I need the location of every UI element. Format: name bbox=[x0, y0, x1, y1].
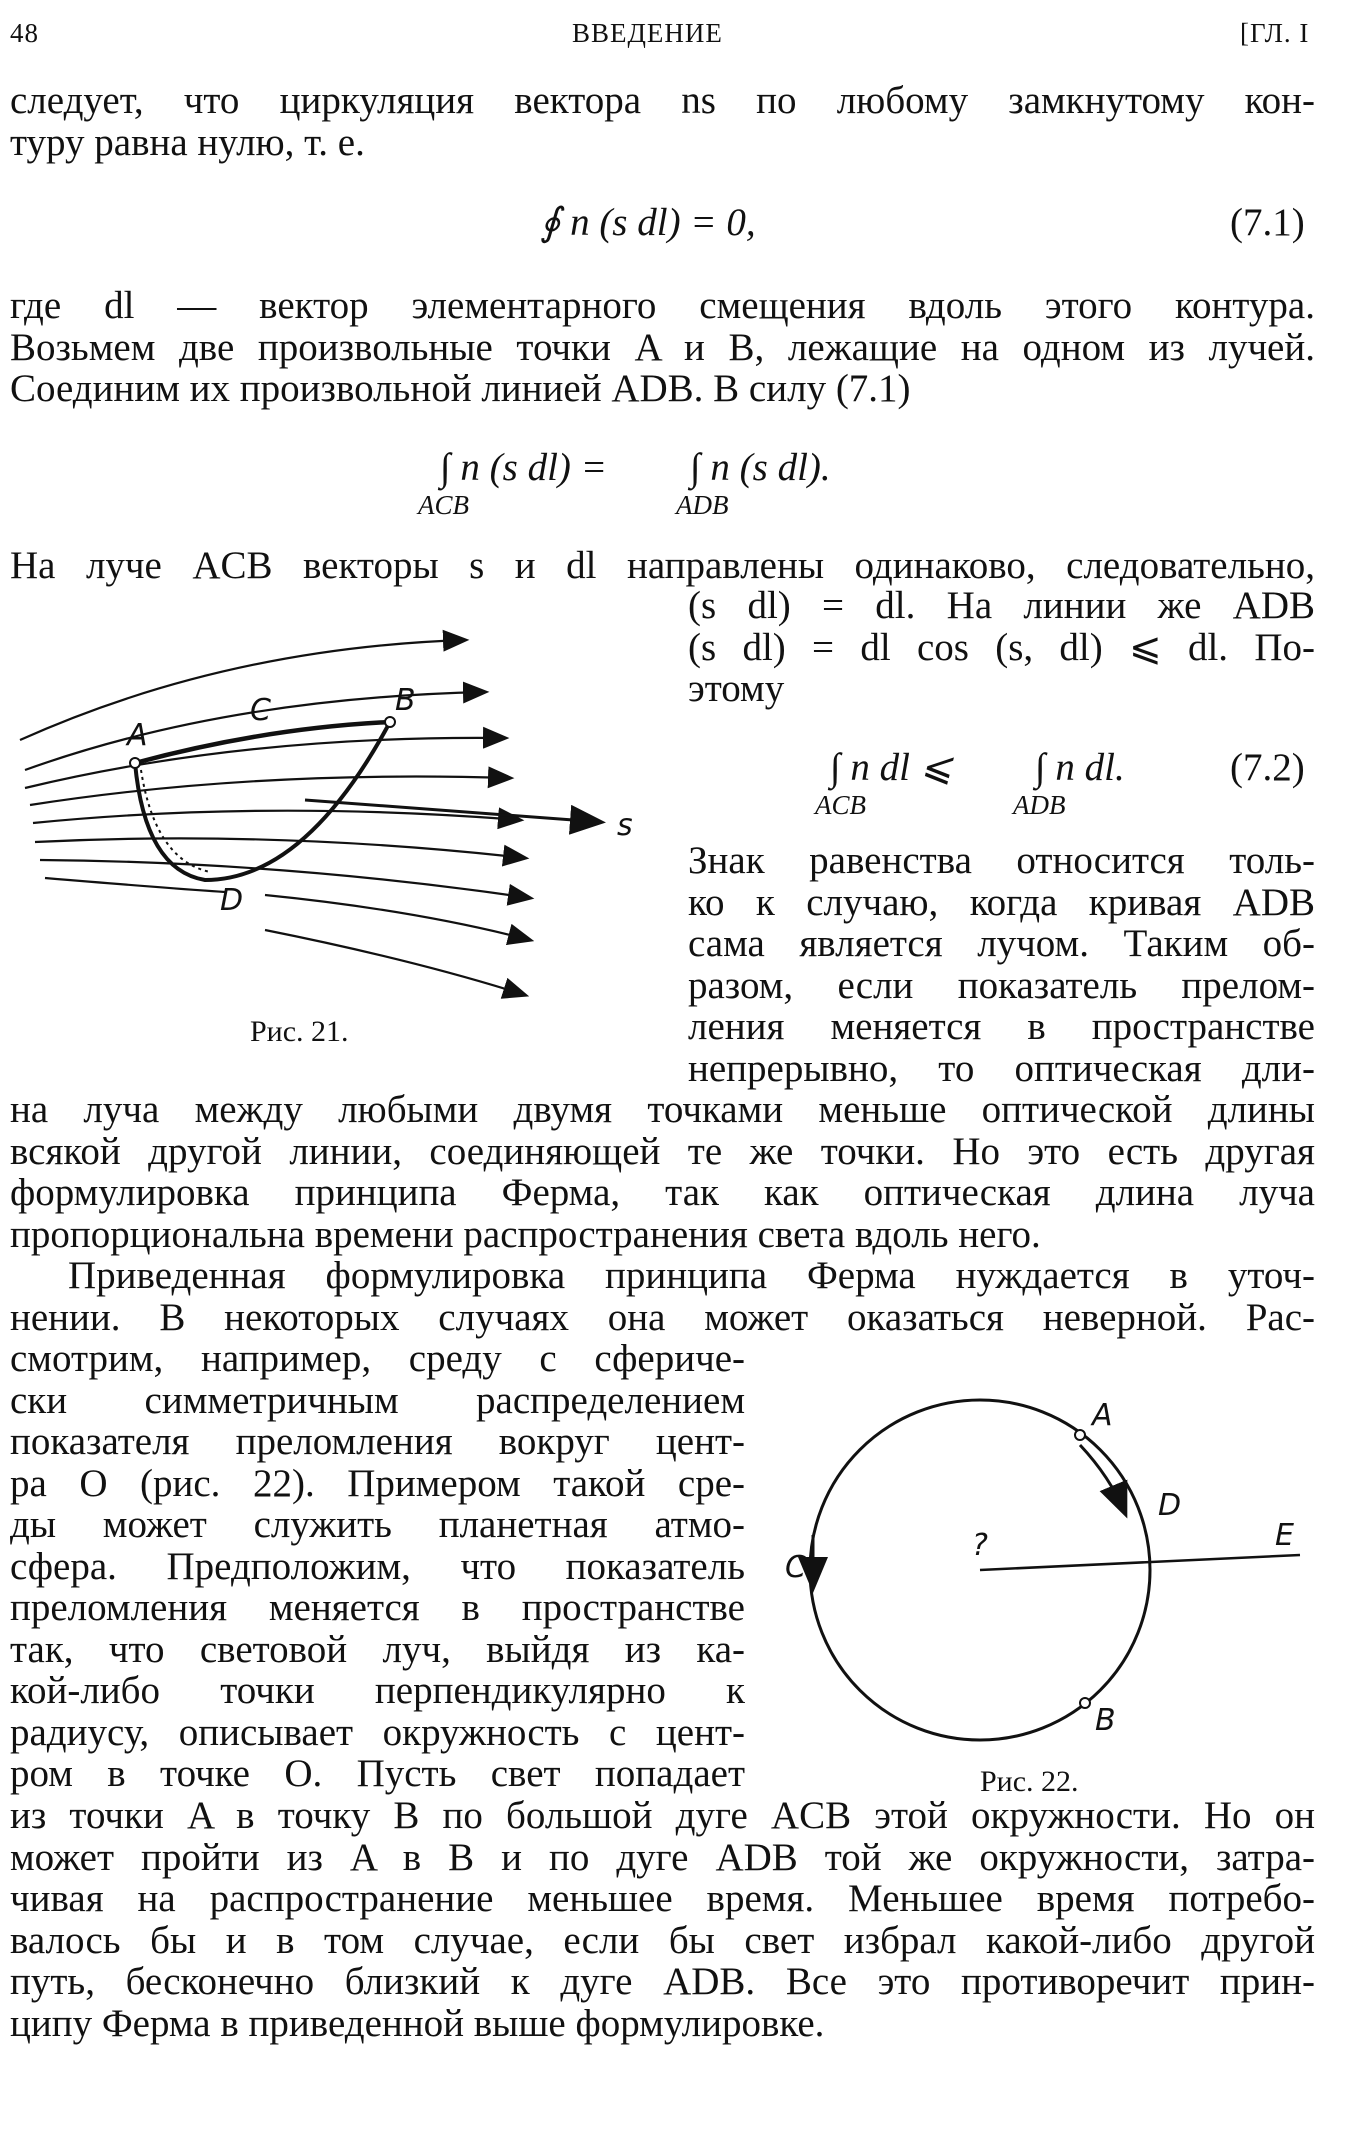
label-c: C bbox=[785, 1550, 806, 1585]
text-line: формулировка принципа Ферма, так как оптическая длина луча bbox=[10, 1171, 1315, 1214]
paragraph-3 bbox=[10, 545, 1315, 587]
text-line: Возьмем две произвольные точки A и B, лежащие на одном из лучей. bbox=[10, 325, 1315, 369]
text-line: так, что световой луч, выйдя из ка- bbox=[10, 1627, 745, 1671]
text-line: нении. В некоторых случаях она может оказаться неверной. Рас- bbox=[10, 1295, 1315, 1339]
integral-limit: ACB bbox=[418, 490, 469, 520]
text-line: кой-либо точки перпендикулярно к bbox=[10, 1669, 745, 1712]
text-line: этому bbox=[688, 667, 785, 710]
ray-line bbox=[33, 811, 520, 823]
paragraph-4-column bbox=[688, 840, 1315, 1089]
point-a bbox=[130, 758, 140, 768]
label-d: D bbox=[1158, 1488, 1182, 1523]
chapter-label: [ГЛ. I bbox=[1240, 18, 1310, 48]
text-line: ды может служить планетная атмо- bbox=[10, 1503, 745, 1546]
integral-left: ∫ n dl ⩽ bbox=[830, 746, 953, 789]
text-line: валось бы и в том случае, если бы свет избрал какой-либо другой bbox=[10, 1918, 1315, 1962]
text-line: следует, что циркуляция вектора ns по любому замкнутому кон- bbox=[10, 79, 1315, 122]
figure-21-ray-diagram bbox=[5, 610, 645, 1030]
integral-limit: ACB bbox=[815, 790, 866, 820]
running-title: ВВЕДЕНИЕ bbox=[572, 18, 723, 48]
text-line: ципу Ферма в приведенной выше формулировке. bbox=[10, 2001, 825, 2045]
text-line: на луча между любыми двумя точками меньше оптической длины bbox=[10, 1088, 1315, 1131]
ray-line bbox=[265, 895, 530, 940]
text-line: всякой другой линии, соединяющей те же точки. Но это есть другая bbox=[10, 1129, 1315, 1173]
page-number: 48 bbox=[10, 18, 39, 48]
text-line: (s dl) = dl. На линии же ADB bbox=[688, 584, 1315, 627]
paragraph-2 bbox=[10, 285, 1315, 410]
label-c: C bbox=[250, 693, 271, 728]
text-line: из точки A в точку B по большой дуге ACB этой окружности. Но он bbox=[10, 1794, 1315, 1837]
label-b: B bbox=[395, 683, 416, 718]
text-line: сама является лучом. Таким об- bbox=[688, 922, 1315, 965]
integral-limit: ADB bbox=[676, 490, 729, 520]
equation-number: (7.2) bbox=[1230, 746, 1305, 789]
text-line: разом, если показатель прелом- bbox=[688, 963, 1315, 1007]
text-line: может пройти из A в B и по дуге ADB той же окружности, затра- bbox=[10, 1835, 1315, 1879]
figure-22-circle-diagram bbox=[780, 1385, 1320, 1765]
text-line: туру равна нулю, т. е. bbox=[10, 120, 365, 164]
text-line: чивая на распространение меньшее время. Меньшее время потребо- bbox=[10, 1877, 1315, 1920]
text-line: ски симметричным распределением bbox=[10, 1378, 745, 1422]
figure-22-caption: Рис. 22. bbox=[980, 1765, 1079, 1798]
line-oe bbox=[980, 1555, 1300, 1570]
text-line: (s dl) = dl cos (s, dl) ⩽ dl. По- bbox=[688, 625, 1315, 669]
text-line: показателя преломления вокруг цент- bbox=[10, 1420, 745, 1463]
paragraph-4-full bbox=[10, 1089, 1315, 1255]
label-e: E bbox=[1275, 1518, 1294, 1553]
point-b bbox=[1080, 1698, 1090, 1708]
equation-number: (7.1) bbox=[1230, 201, 1305, 244]
text-line: На луче ACB векторы s и dl направлены одинаково, следовательно, bbox=[10, 544, 1315, 587]
text-line: ко к случаю, когда кривая ADB bbox=[688, 880, 1315, 924]
text-line: радиусу, описывает окружность с цент- bbox=[10, 1710, 745, 1754]
integral-right: ∫ n dl. bbox=[1035, 746, 1125, 789]
label-a: A bbox=[127, 718, 148, 753]
text-line: Соединим их произвольной линией ADB. В силу (7.1) bbox=[10, 367, 911, 410]
text-line: путь, бесконечно близкий к дуге ADB. Все это противоречит прин- bbox=[10, 1960, 1315, 2003]
point-a bbox=[1075, 1430, 1085, 1440]
text-line: непрерывно, то оптическая дли- bbox=[688, 1046, 1315, 1090]
integral-limit: ADB bbox=[1013, 790, 1066, 820]
text-line: ром в точке O. Пусть свет попадает bbox=[10, 1752, 745, 1795]
arrow-ad bbox=[1080, 1445, 1125, 1513]
equation-7-1: ∮ n (s dl) = 0, bbox=[540, 201, 756, 244]
text-line: Приведенная формулировка принципа Ферма нуждается в уточ- bbox=[68, 1254, 1315, 1297]
ray-line bbox=[265, 930, 525, 995]
paragraph-6 bbox=[10, 1795, 1315, 2044]
curve-adb bbox=[135, 722, 390, 880]
ray-line bbox=[40, 860, 530, 898]
text-line: смотрим, например, среду с сфериче- bbox=[10, 1337, 745, 1380]
text-line: ра O (рис. 22). Примером такой сре- bbox=[10, 1461, 745, 1505]
label-a: A bbox=[1092, 1398, 1113, 1433]
paragraph-5 bbox=[10, 1255, 1315, 1338]
label-d: D bbox=[220, 883, 244, 918]
figure-21-caption: Рис. 21. bbox=[250, 1015, 349, 1048]
label-b: B bbox=[1095, 1703, 1116, 1738]
label-s: s bbox=[617, 808, 633, 843]
point-b bbox=[385, 717, 395, 727]
integral-right: ∫ n (s dl). bbox=[690, 446, 831, 489]
text-line: ления меняется в пространстве bbox=[688, 1005, 1315, 1048]
label-o: ? bbox=[972, 1528, 988, 1563]
integral-left: ∫ n (s dl) = bbox=[440, 446, 607, 489]
ray-line bbox=[30, 777, 510, 805]
text-line: пропорциональна времени распространения света вдоль него. bbox=[10, 1212, 1041, 1256]
text-line: преломления меняется в пространстве bbox=[10, 1586, 745, 1629]
text-line: где dl — вектор элементарного смещения вдоль этого контура. bbox=[10, 284, 1315, 327]
text-line: сфера. Предположим, что показатель bbox=[10, 1544, 745, 1588]
paragraph-1 bbox=[10, 80, 1315, 163]
text-line: Знак равенства относится толь- bbox=[688, 839, 1315, 882]
left-column-text bbox=[10, 1338, 745, 1795]
right-column-text bbox=[688, 585, 1315, 710]
